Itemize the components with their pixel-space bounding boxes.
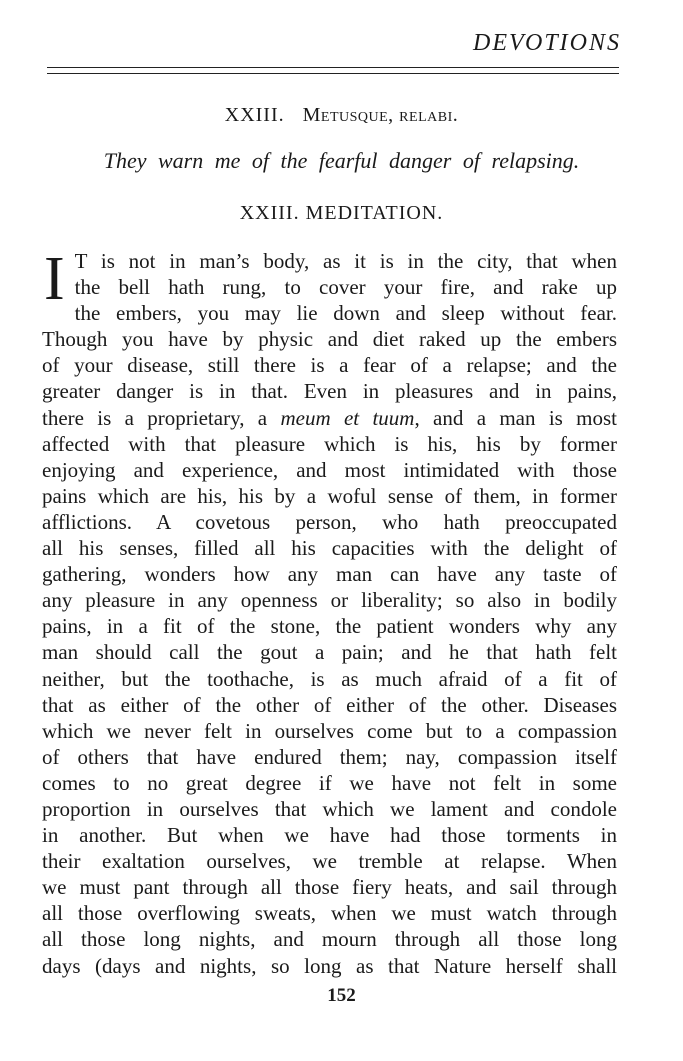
text-line: that as either of the other of either of the other. Diseases bbox=[42, 692, 617, 717]
meditation-heading: XXIII. MEDITATION. bbox=[239, 202, 444, 224]
body-text bbox=[42, 245, 618, 979]
text-line: days (days and nights, so long as that Nature herself shall bbox=[42, 953, 617, 978]
text-line: gathering, wonders how any man can have any taste of bbox=[42, 562, 617, 587]
text-line: we must pant through all those fiery heats, and sail through bbox=[42, 875, 617, 900]
italic-phrase: meum et tuum bbox=[280, 405, 415, 430]
text-line: proportion in ourselves that which we lament and condole bbox=[42, 796, 617, 821]
drop-cap: I bbox=[44, 245, 65, 313]
text-line: afflictions. A covetous person, who hath preoccupated bbox=[42, 509, 617, 534]
running-head: DEVOTIONS bbox=[473, 30, 621, 56]
text-line: any pleasure in any openness or liberality; so also in bodily bbox=[42, 588, 617, 613]
text-line: pains, in a fit of the stone, the patient wonders why any bbox=[42, 614, 617, 639]
text-line: in another. But when we have had those torments in bbox=[42, 823, 617, 848]
header-rule-top bbox=[47, 67, 619, 68]
text-line: T is not in man’s body, as it is in the city, that when bbox=[74, 249, 617, 273]
text-line-end: , and a man is most bbox=[414, 405, 618, 430]
text-line: Though you have by physic and diet raked up the embers bbox=[42, 327, 617, 352]
text-line: of others that have endured them; nay, compassion itself bbox=[42, 744, 617, 769]
latin-title: Metusque, relabi. bbox=[302, 104, 459, 126]
text-line: pains which are his, his by a woful sense of them, in former bbox=[42, 483, 617, 508]
text-line: all those overflowing sweats, when we must watch through bbox=[42, 901, 617, 926]
text-line: all his senses, filled all his capacities with the delight of bbox=[42, 536, 617, 561]
section-subtitle: They warn me of the fearful danger of relapsing. bbox=[103, 148, 580, 173]
page-number: 152 bbox=[327, 985, 356, 1006]
text-line: which we never felt in ourselves come but to a compassion bbox=[42, 718, 617, 743]
text-line: the bell hath rung, to cover your fire, and rake up bbox=[74, 275, 617, 300]
text-line: neither, but the toothache, is as much afraid of a fit of bbox=[42, 666, 617, 691]
text-line: all those long nights, and mourn through all those long bbox=[42, 927, 617, 952]
text-line-start: there is a proprietary, a bbox=[42, 405, 281, 430]
text-line: their exaltation ourselves, we tremble at relapse. When bbox=[42, 849, 617, 874]
section-title bbox=[0, 104, 683, 127]
header-rule-bottom bbox=[47, 73, 619, 74]
text-line: affected with that pleasure which is his, his by former bbox=[42, 431, 617, 456]
text-line: of your disease, still there is a fear of a relapse; and the bbox=[42, 353, 617, 378]
section-number: XXIII. bbox=[224, 104, 285, 126]
text-line: the embers, you may lie down and sleep without fear. bbox=[74, 301, 617, 326]
text-line: enjoying and experience, and most intimidated with those bbox=[42, 457, 617, 482]
text-line: man should call the gout a pain; and he that hath felt bbox=[42, 640, 617, 665]
text-line: greater danger is in that. Even in pleasures and in pains, bbox=[42, 379, 617, 404]
text-line-with-italic bbox=[42, 405, 617, 431]
text-line: comes to no great degree if we have not felt in some bbox=[42, 770, 617, 795]
